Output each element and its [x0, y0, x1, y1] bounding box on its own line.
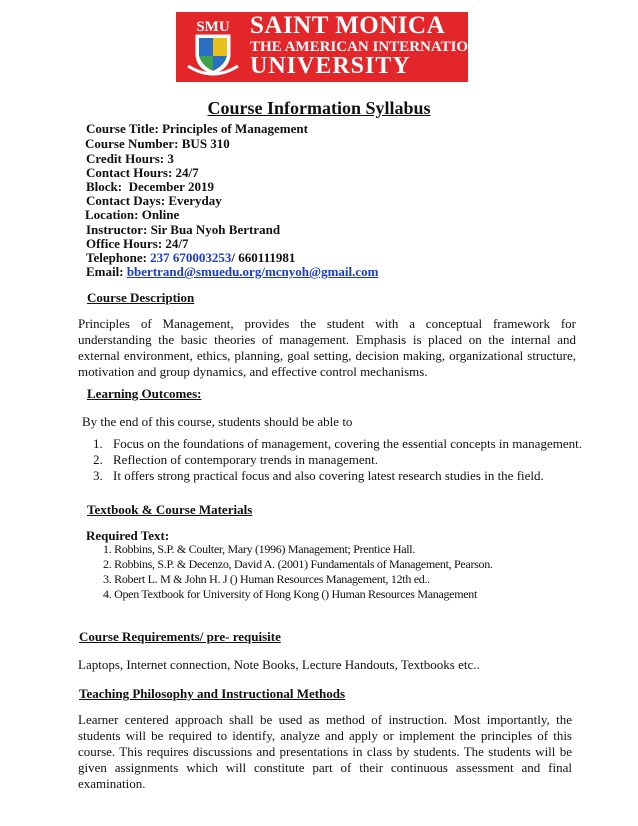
logo-line-3: UNIVERSITY: [250, 53, 411, 79]
list-item: 2. Reflection of contemporary trends in management.: [93, 452, 378, 467]
info-email: Email: bbertrand@smuedu.org/mcnyoh@gmail.com: [86, 264, 379, 279]
outcomes-list: [93, 436, 582, 484]
info-instructor: Instructor: Sir Bua Nyoh Bertrand: [86, 222, 281, 237]
info-location: Location: Online: [85, 207, 180, 222]
info-block: Block: December 2019: [86, 179, 214, 194]
email-link[interactable]: bbertrand@smuedu.org/mcnyoh@gmail.com: [126, 264, 379, 279]
info-course-title: Course Title: Principles of Management: [86, 121, 308, 136]
info-telephone: Telephone: 237 670003253/ 660111981: [86, 250, 296, 265]
info-contact-days: Contact Days: Everyday: [86, 193, 222, 208]
heading-learning-outcomes: Learning Outcomes:: [87, 386, 202, 401]
required-text-label: Required Text:: [86, 528, 170, 543]
info-credit-hours: Credit Hours: 3: [86, 151, 174, 166]
university-logo: [176, 12, 500, 82]
outcomes-intro: By the end of this course, students should be able to: [82, 414, 353, 429]
crest-label: SMU: [196, 19, 230, 35]
info-contact-hours: Contact Hours: 24/7: [86, 165, 199, 180]
phone-secondary: 660111981: [238, 250, 296, 265]
list-item: 1. Focus on the foundations of management, covering the essential concepts in management.: [93, 436, 582, 451]
list-item: 2. Robbins, S.P. & Decenzo, David A. (2001) Fundamentals of Management, Pearson.: [103, 557, 493, 571]
teaching-philosophy-text: Learner centered approach shall be used as method of instruction. Most importantly, the students will be required to identify, analyze and apply or implement the principles of this course. This requires discussions and presentations in class by students. The students will be given assignments which will constitute part of their continuous assessment and final examination.: [78, 712, 572, 791]
crest-icon: [182, 16, 244, 78]
page-title: Course Information Syllabus: [207, 98, 431, 118]
phone-primary[interactable]: 237 670003253: [150, 250, 232, 265]
logo-line-1: SAINT MONICA: [250, 12, 446, 39]
course-description-text: Principles of Management, provides the student with a conceptual framework for understanding the basic theories of management. Emphasis is placed on the internal and external environment, ethics, planning, goal setting, decision making, organizational structure, motivation and group dynamics, and effective control mechanisms.: [78, 316, 576, 379]
textbook-list: [103, 542, 493, 602]
heading-teaching-philosophy: Teaching Philosophy and Instructional Methods: [79, 686, 346, 701]
course-requirements-text: Laptops, Internet connection, Note Books, Lecture Handouts, Textbooks etc..: [78, 657, 480, 672]
info-course-number: Course Number: BUS 310: [85, 136, 230, 151]
logo-line-2: THE AMERICAN INTERNATIONAL: [250, 39, 500, 55]
list-item: 4. Open Textbook for University of Hong Kong () Human Resources Management: [103, 587, 477, 601]
heading-course-description: Course Description: [87, 290, 195, 305]
heading-course-requirements: Course Requirements/ pre- requisite: [79, 629, 281, 644]
list-item: 3. Robert L. M & John H. J () Human Resources Management, 12th ed..: [103, 572, 430, 586]
list-item: 1. Robbins, S.P. & Coulter, Mary (1996) Management; Prentice Hall.: [103, 542, 416, 556]
info-office-hours: Office Hours: 24/7: [86, 236, 189, 251]
list-item: 3. It offers strong practical focus and also covering latest research studies in the field.: [93, 468, 544, 483]
heading-textbook: Textbook & Course Materials: [87, 502, 253, 517]
